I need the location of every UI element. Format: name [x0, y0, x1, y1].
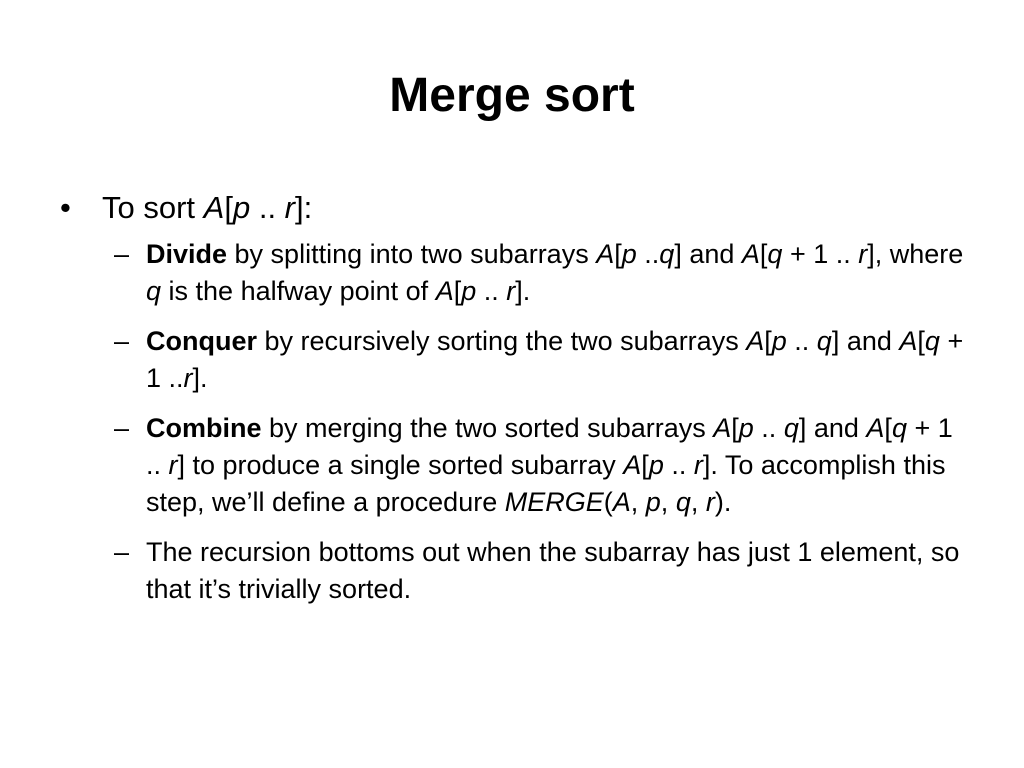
bullet-item: [60, 188, 970, 228]
text-run: To sort: [102, 190, 204, 225]
text-run: [: [224, 190, 233, 225]
math-var: r: [506, 276, 516, 306]
sub-bullet-divide: [60, 236, 970, 310]
text-run: ].: [515, 276, 531, 306]
math-var: A: [746, 326, 765, 356]
text-run: [: [884, 413, 892, 443]
math-var: q: [659, 239, 675, 269]
bold-term: Conquer: [146, 326, 257, 356]
math-var: q: [146, 276, 162, 306]
slide-body: [60, 188, 970, 621]
text-run: ] and: [674, 239, 742, 269]
math-var: MERGE: [504, 487, 604, 517]
math-var: A: [713, 413, 732, 443]
text-run: + 1 ..: [782, 239, 859, 269]
math-var: r: [858, 239, 868, 269]
text-run: ,: [690, 487, 706, 517]
bullet-text: [102, 190, 312, 225]
math-var: A: [203, 190, 225, 225]
text-run: ,: [630, 487, 646, 517]
math-var: p: [738, 413, 754, 443]
text-run: [: [614, 239, 622, 269]
math-var: r: [284, 190, 295, 225]
math-var: p: [621, 239, 637, 269]
text-run: ..: [636, 239, 660, 269]
text-run: ..: [476, 276, 507, 306]
sub-bullet-combine: [60, 410, 970, 521]
bold-term: Divide: [146, 239, 228, 269]
text-run: by merging the two sorted subarrays: [261, 413, 714, 443]
text-run: ..: [250, 190, 285, 225]
math-var: q: [924, 326, 940, 356]
text-run: [: [731, 413, 739, 443]
math-var: q: [783, 413, 799, 443]
text-run: ] to produce a single sorted subarray: [177, 450, 624, 480]
dash-icon: –: [114, 413, 130, 443]
text-run: [: [764, 326, 772, 356]
text-run: [: [917, 326, 925, 356]
text-run: ].: [192, 363, 208, 393]
dash-icon: –: [114, 326, 130, 356]
math-var: r: [705, 487, 715, 517]
math-var: A: [596, 239, 615, 269]
math-var: p: [461, 276, 477, 306]
bullet-icon: •: [60, 190, 71, 225]
math-var: q: [767, 239, 783, 269]
math-var: r: [693, 450, 703, 480]
sub-bullet-list: [60, 236, 970, 608]
math-var: r: [168, 450, 178, 480]
math-var: A: [435, 276, 454, 306]
text-run: + 1 ..: [146, 326, 964, 393]
math-var: q: [891, 413, 907, 443]
math-var: A: [623, 450, 642, 480]
text-run: by recursively sorting the two subarrays: [257, 326, 747, 356]
math-var: p: [232, 190, 251, 225]
text-run: ] and: [831, 326, 900, 356]
text-run: ).: [714, 487, 732, 517]
text-run: ..: [786, 326, 817, 356]
text-run: is the halfway point of: [161, 276, 436, 306]
text-run: by splitting into two subarrays: [227, 239, 597, 269]
text-run: ..: [753, 413, 784, 443]
math-var: p: [771, 326, 787, 356]
text-run: + 1 ..: [146, 413, 953, 480]
text-run: [: [641, 450, 649, 480]
text-run: The recursion bottoms out when the subarray has just 1 element, so that it’s trivially sorted.: [146, 537, 960, 604]
text-run: ]:: [295, 190, 313, 225]
math-var: A: [866, 413, 885, 443]
math-var: A: [741, 239, 760, 269]
sub-bullet-text: [146, 537, 959, 604]
text-run: ] and: [798, 413, 867, 443]
text-run: ..: [663, 450, 694, 480]
text-run: [: [453, 276, 462, 306]
sub-bullet-text: [146, 239, 963, 306]
sub-bullet-recursion: [60, 534, 970, 608]
math-var: q: [816, 326, 832, 356]
sub-bullet-text: [146, 326, 963, 393]
dash-icon: –: [114, 537, 130, 567]
math-var: r: [183, 363, 193, 393]
math-var: p: [648, 450, 664, 480]
math-var: p: [645, 487, 661, 517]
text-run: (: [603, 487, 613, 517]
bold-term: Combine: [146, 413, 262, 443]
slide-title: Merge sort: [389, 69, 635, 122]
math-var: A: [899, 326, 918, 356]
text-run: ], where: [867, 239, 964, 269]
math-var: q: [675, 487, 691, 517]
math-var: A: [612, 487, 631, 517]
sub-bullet-text: [146, 413, 953, 517]
text-run: [: [759, 239, 768, 269]
sub-bullet-conquer: [60, 323, 970, 397]
text-run: ]. To accomplish this step, we’ll define a procedure: [146, 450, 946, 517]
text-run: ,: [660, 487, 676, 517]
dash-icon: –: [114, 239, 130, 269]
